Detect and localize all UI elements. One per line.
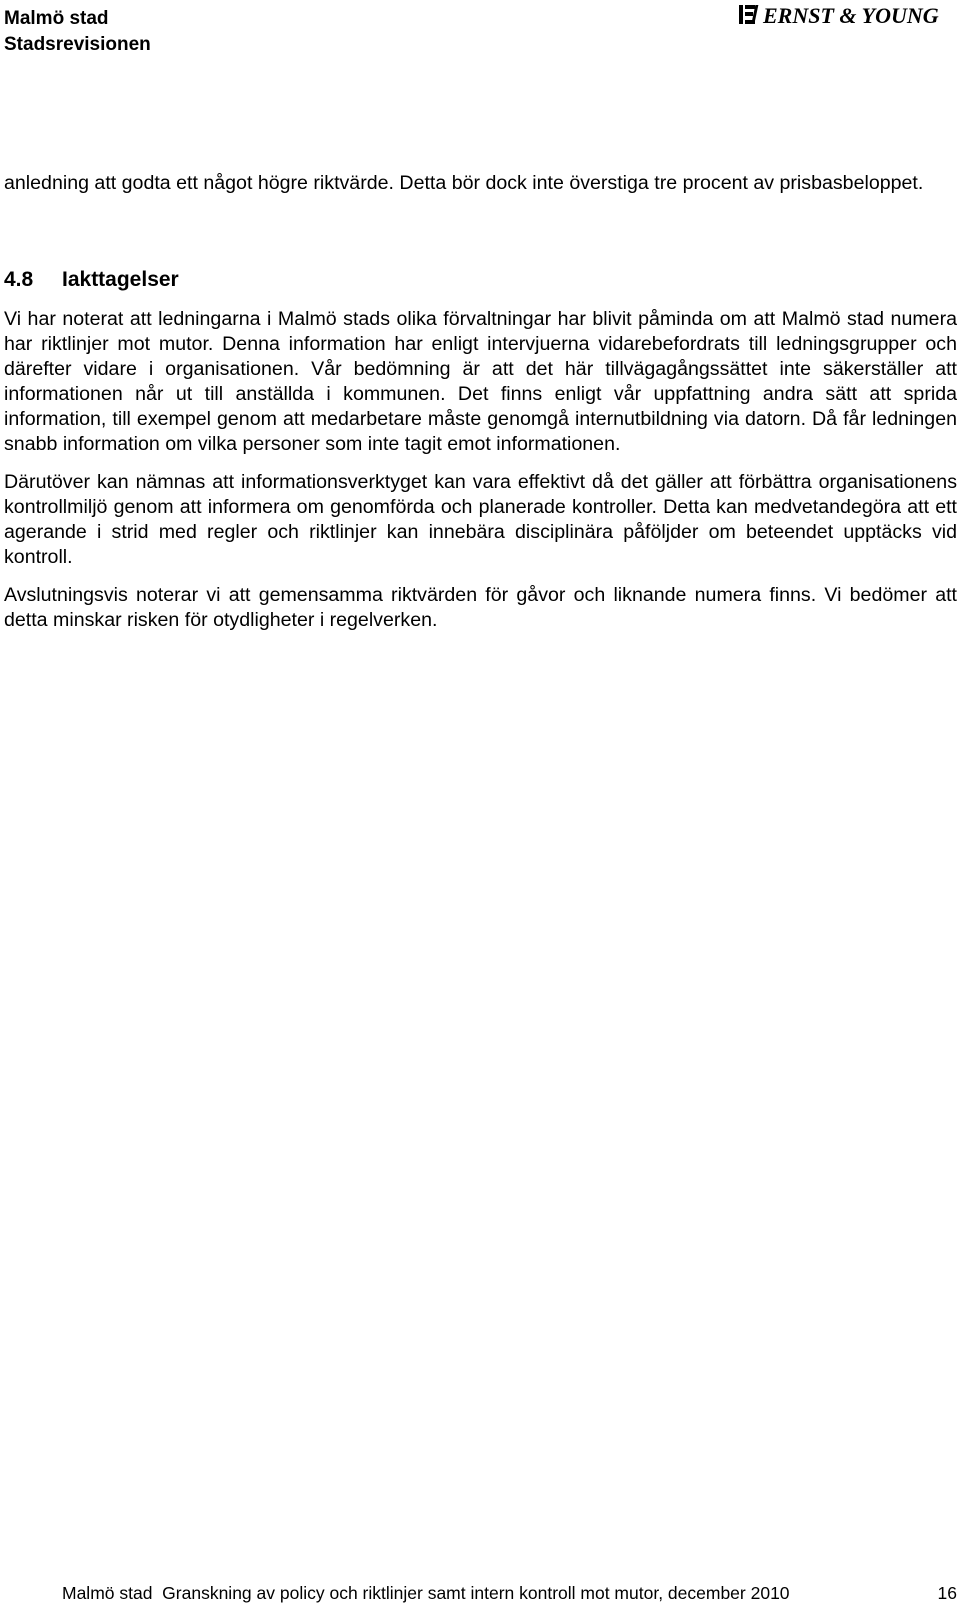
- document-body: [4, 171, 957, 633]
- page-header: [4, 6, 151, 58]
- logo-text: ERNST & YOUNG: [763, 3, 939, 28]
- ernst-young-logo: [737, 2, 949, 28]
- section-heading: [4, 267, 957, 293]
- paragraph-conclusion: Avslutningsvis noterar vi att gemensamma riktvärden för gåvor och liknande numera finns. Vi bedömer att detta minskar risken för otydligheter i regelverken.: [4, 584, 957, 631]
- section-number: 4.8: [4, 268, 34, 291]
- page-number: 16: [937, 1583, 957, 1603]
- paragraph-information-tool: Därutöver kan nämnas att informationsverktyget kan vara effektivt då det gäller att förbättra organisationens kontrollmiljö genom att informera om genomförda och planerade kontroller. Detta kan medvetandegöra att ett agerande i strid med regler och riktlinjer kan innebära disciplinära påföljder om beteendet upptäcks vid kontroll.: [4, 471, 957, 568]
- header-org: Malmö stad: [4, 8, 109, 29]
- header-dept: Stadsrevisionen: [4, 34, 151, 55]
- intro-paragraph: anledning att godta ett något högre riktvärde. Detta bör dock inte överstiga tre procent av prisbasbeloppet.: [4, 172, 924, 194]
- footer-text: Malmö stad Granskning av policy och riktlinjer samt intern kontroll mot mutor, december 2010: [62, 1583, 790, 1603]
- page-footer: [62, 1582, 957, 1604]
- logo-graphic: [737, 2, 949, 28]
- section-title: Iakttagelser: [62, 268, 179, 291]
- paragraph-observations: Vi har noterat att ledningarna i Malmö stads olika förvaltningar har blivit påminda om att Malmö stad numera har riktlinjer mot mutor. Denna information har enligt intervjuerna vidarebefordrats till ledningsgrupper och därefter vidare i organisationen. Vår bedömning är att det här tillvägagångssättet inte säkerställer att informationen når ut till anställda i kommunen. Det finns enligt vår uppfattning andra sätt att sprida information, till exempel genom att medarbetare måste genomgå internutbildning via datorn. Då får ledningen snabb information om vilka personer som inte tagit emot informationen.: [4, 308, 957, 455]
